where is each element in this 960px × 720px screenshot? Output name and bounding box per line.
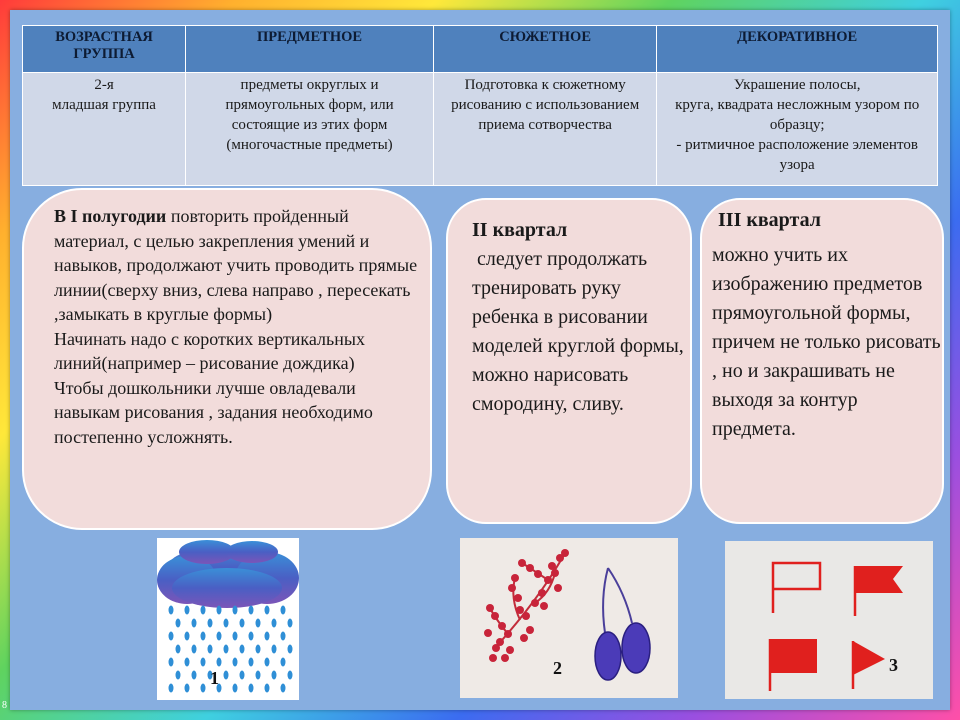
rain-drop xyxy=(192,645,197,654)
rain-drop xyxy=(272,671,277,680)
rain-drop xyxy=(288,671,293,680)
picture-number-1: 1 xyxy=(210,668,219,688)
second-quarter-text: следует продолжать тренировать руку ребенка в рисовании моделей круглой формы, можно нарисовать смородину, сливу. xyxy=(472,248,689,415)
rain-drop xyxy=(217,606,222,615)
berry xyxy=(520,634,528,642)
rain-drop xyxy=(288,645,293,654)
red-flags-svg xyxy=(725,541,933,699)
table-header-row xyxy=(23,26,938,73)
rain-drop xyxy=(185,658,190,667)
berry xyxy=(514,594,522,602)
cell-decor: Украшение полосы, круга, квадрата несложным узором по образцу; - ритмичное расположение элементов узора xyxy=(657,73,938,186)
rain-drop xyxy=(176,645,181,654)
rain-drop xyxy=(224,671,229,680)
rain-cloud-drawing-icon xyxy=(157,538,299,700)
second-quarter-bubble xyxy=(446,198,692,524)
corner-mark: 8 xyxy=(2,700,7,711)
berry xyxy=(498,622,506,630)
rain-drop xyxy=(169,606,174,615)
rain-drop xyxy=(265,606,270,615)
header-decorative: ДЕКОРАТИВНОЕ xyxy=(657,26,938,73)
berry xyxy=(526,564,534,572)
rain-drop xyxy=(240,671,245,680)
rain-drop xyxy=(272,645,277,654)
rain-drop xyxy=(217,632,222,641)
rain-drop xyxy=(176,619,181,628)
third-quarter-bubble xyxy=(700,198,944,524)
rain-drop xyxy=(201,632,206,641)
first-half-year-bubble xyxy=(22,188,432,530)
paragraph-3: Чтобы дошкольники лучше овладевали навыкам рисования , задания необходимо постепенно усложнять. xyxy=(54,377,373,447)
berry xyxy=(526,626,534,634)
rain-drop xyxy=(224,645,229,654)
rain-drop xyxy=(192,619,197,628)
berry xyxy=(484,629,492,637)
red-flags-drawing-icon xyxy=(725,541,933,699)
first-half-year-text xyxy=(54,204,426,449)
rain-drop xyxy=(265,632,270,641)
rain-drop xyxy=(249,606,254,615)
berry xyxy=(516,606,524,614)
third-quarter-title xyxy=(718,206,942,235)
third-quarter-title-text: III квартал xyxy=(718,209,821,231)
paragraph-1-text: повторить пройденный материал, с целью закрепления умений и навыков, продолжают учить проводить прямые линии(сверху вниз, слева направо , пересекать ,замыкать в круглые формы) xyxy=(54,206,418,324)
rain-drop xyxy=(265,684,270,693)
rain-drop xyxy=(281,658,286,667)
rain-drop xyxy=(169,632,174,641)
picture-number-3: 3 xyxy=(889,655,898,675)
second-quarter-title xyxy=(472,216,688,245)
berry xyxy=(486,604,494,612)
rain-cloud-svg xyxy=(157,538,299,700)
rain-drop xyxy=(249,658,254,667)
second-quarter-title-text: II квартал xyxy=(472,219,568,241)
rain-drop xyxy=(233,684,238,693)
rain-drop xyxy=(208,619,213,628)
berry xyxy=(491,612,499,620)
rain-drop xyxy=(233,606,238,615)
berry xyxy=(544,576,552,584)
second-quarter-content xyxy=(472,216,688,419)
berry xyxy=(548,562,556,570)
paragraph-2: Начинать надо с коротких вертикальных линий(например – рисование дождика) xyxy=(54,328,365,373)
berries-plums-svg xyxy=(460,538,678,698)
berry xyxy=(561,549,569,557)
rain-drop xyxy=(224,619,229,628)
rain-drop xyxy=(201,684,206,693)
cell-subject: предметы округлых и прямоугольных форм, или состоящие из этих форм (многочастные предметы) xyxy=(186,73,434,186)
berry xyxy=(554,584,562,592)
first-half-year-lead: В I полугодии xyxy=(54,206,167,226)
rain-drop xyxy=(169,684,174,693)
cell-plot: Подготовка к сюжетному рисованию с использованием приема сотворчества xyxy=(433,73,656,186)
drawing-types-table xyxy=(22,25,938,186)
berry xyxy=(506,646,514,654)
rain-drop xyxy=(249,684,254,693)
rain-drop xyxy=(233,658,238,667)
berry xyxy=(540,602,548,610)
rain-drop xyxy=(281,684,286,693)
table-row xyxy=(23,73,938,186)
berry xyxy=(531,599,539,607)
header-subject: ПРЕДМЕТНОЕ xyxy=(186,26,434,73)
rain-drop xyxy=(185,632,190,641)
rain-drop xyxy=(256,671,261,680)
rain-drop xyxy=(217,658,222,667)
rain-drop xyxy=(208,645,213,654)
rain-drop xyxy=(201,658,206,667)
rain-drop xyxy=(265,658,270,667)
rain-drop xyxy=(240,645,245,654)
rain-drop xyxy=(176,671,181,680)
cell-group: 2-я младшая группа xyxy=(23,73,186,186)
header-plot: СЮЖЕТНОЕ xyxy=(433,26,656,73)
berry xyxy=(508,584,516,592)
picture-number-2: 2 xyxy=(553,658,562,678)
berry xyxy=(534,570,542,578)
rain-drop xyxy=(256,645,261,654)
rain-drop xyxy=(256,619,261,628)
header-age-group: ВОЗРАСТНАЯ ГРУППА xyxy=(23,26,186,73)
berry xyxy=(551,569,559,577)
rain-drop xyxy=(288,619,293,628)
rain-drop xyxy=(185,606,190,615)
third-quarter-content xyxy=(712,206,942,444)
rain-drop xyxy=(249,632,254,641)
rain-drop xyxy=(281,632,286,641)
rain-drop xyxy=(192,671,197,680)
berry xyxy=(511,574,519,582)
paragraph-1 xyxy=(54,204,426,327)
rain-drop xyxy=(169,658,174,667)
rain-drop xyxy=(272,619,277,628)
rain-drop xyxy=(185,684,190,693)
berry xyxy=(518,559,526,567)
berry xyxy=(504,630,512,638)
rain-drop xyxy=(201,606,206,615)
berry xyxy=(489,654,497,662)
third-quarter-text: можно учить их изображению предметов прямоугольной формы, причем не только рисовать , но и закрашивать не выходя за контур предмета. xyxy=(712,244,941,440)
berry xyxy=(492,644,500,652)
rain-drop xyxy=(240,619,245,628)
rain-drop xyxy=(281,606,286,615)
berry xyxy=(538,589,546,597)
rain-drop xyxy=(233,632,238,641)
berry xyxy=(522,612,530,620)
berries-and-plums-drawing-icon xyxy=(460,538,678,698)
berry xyxy=(501,654,509,662)
